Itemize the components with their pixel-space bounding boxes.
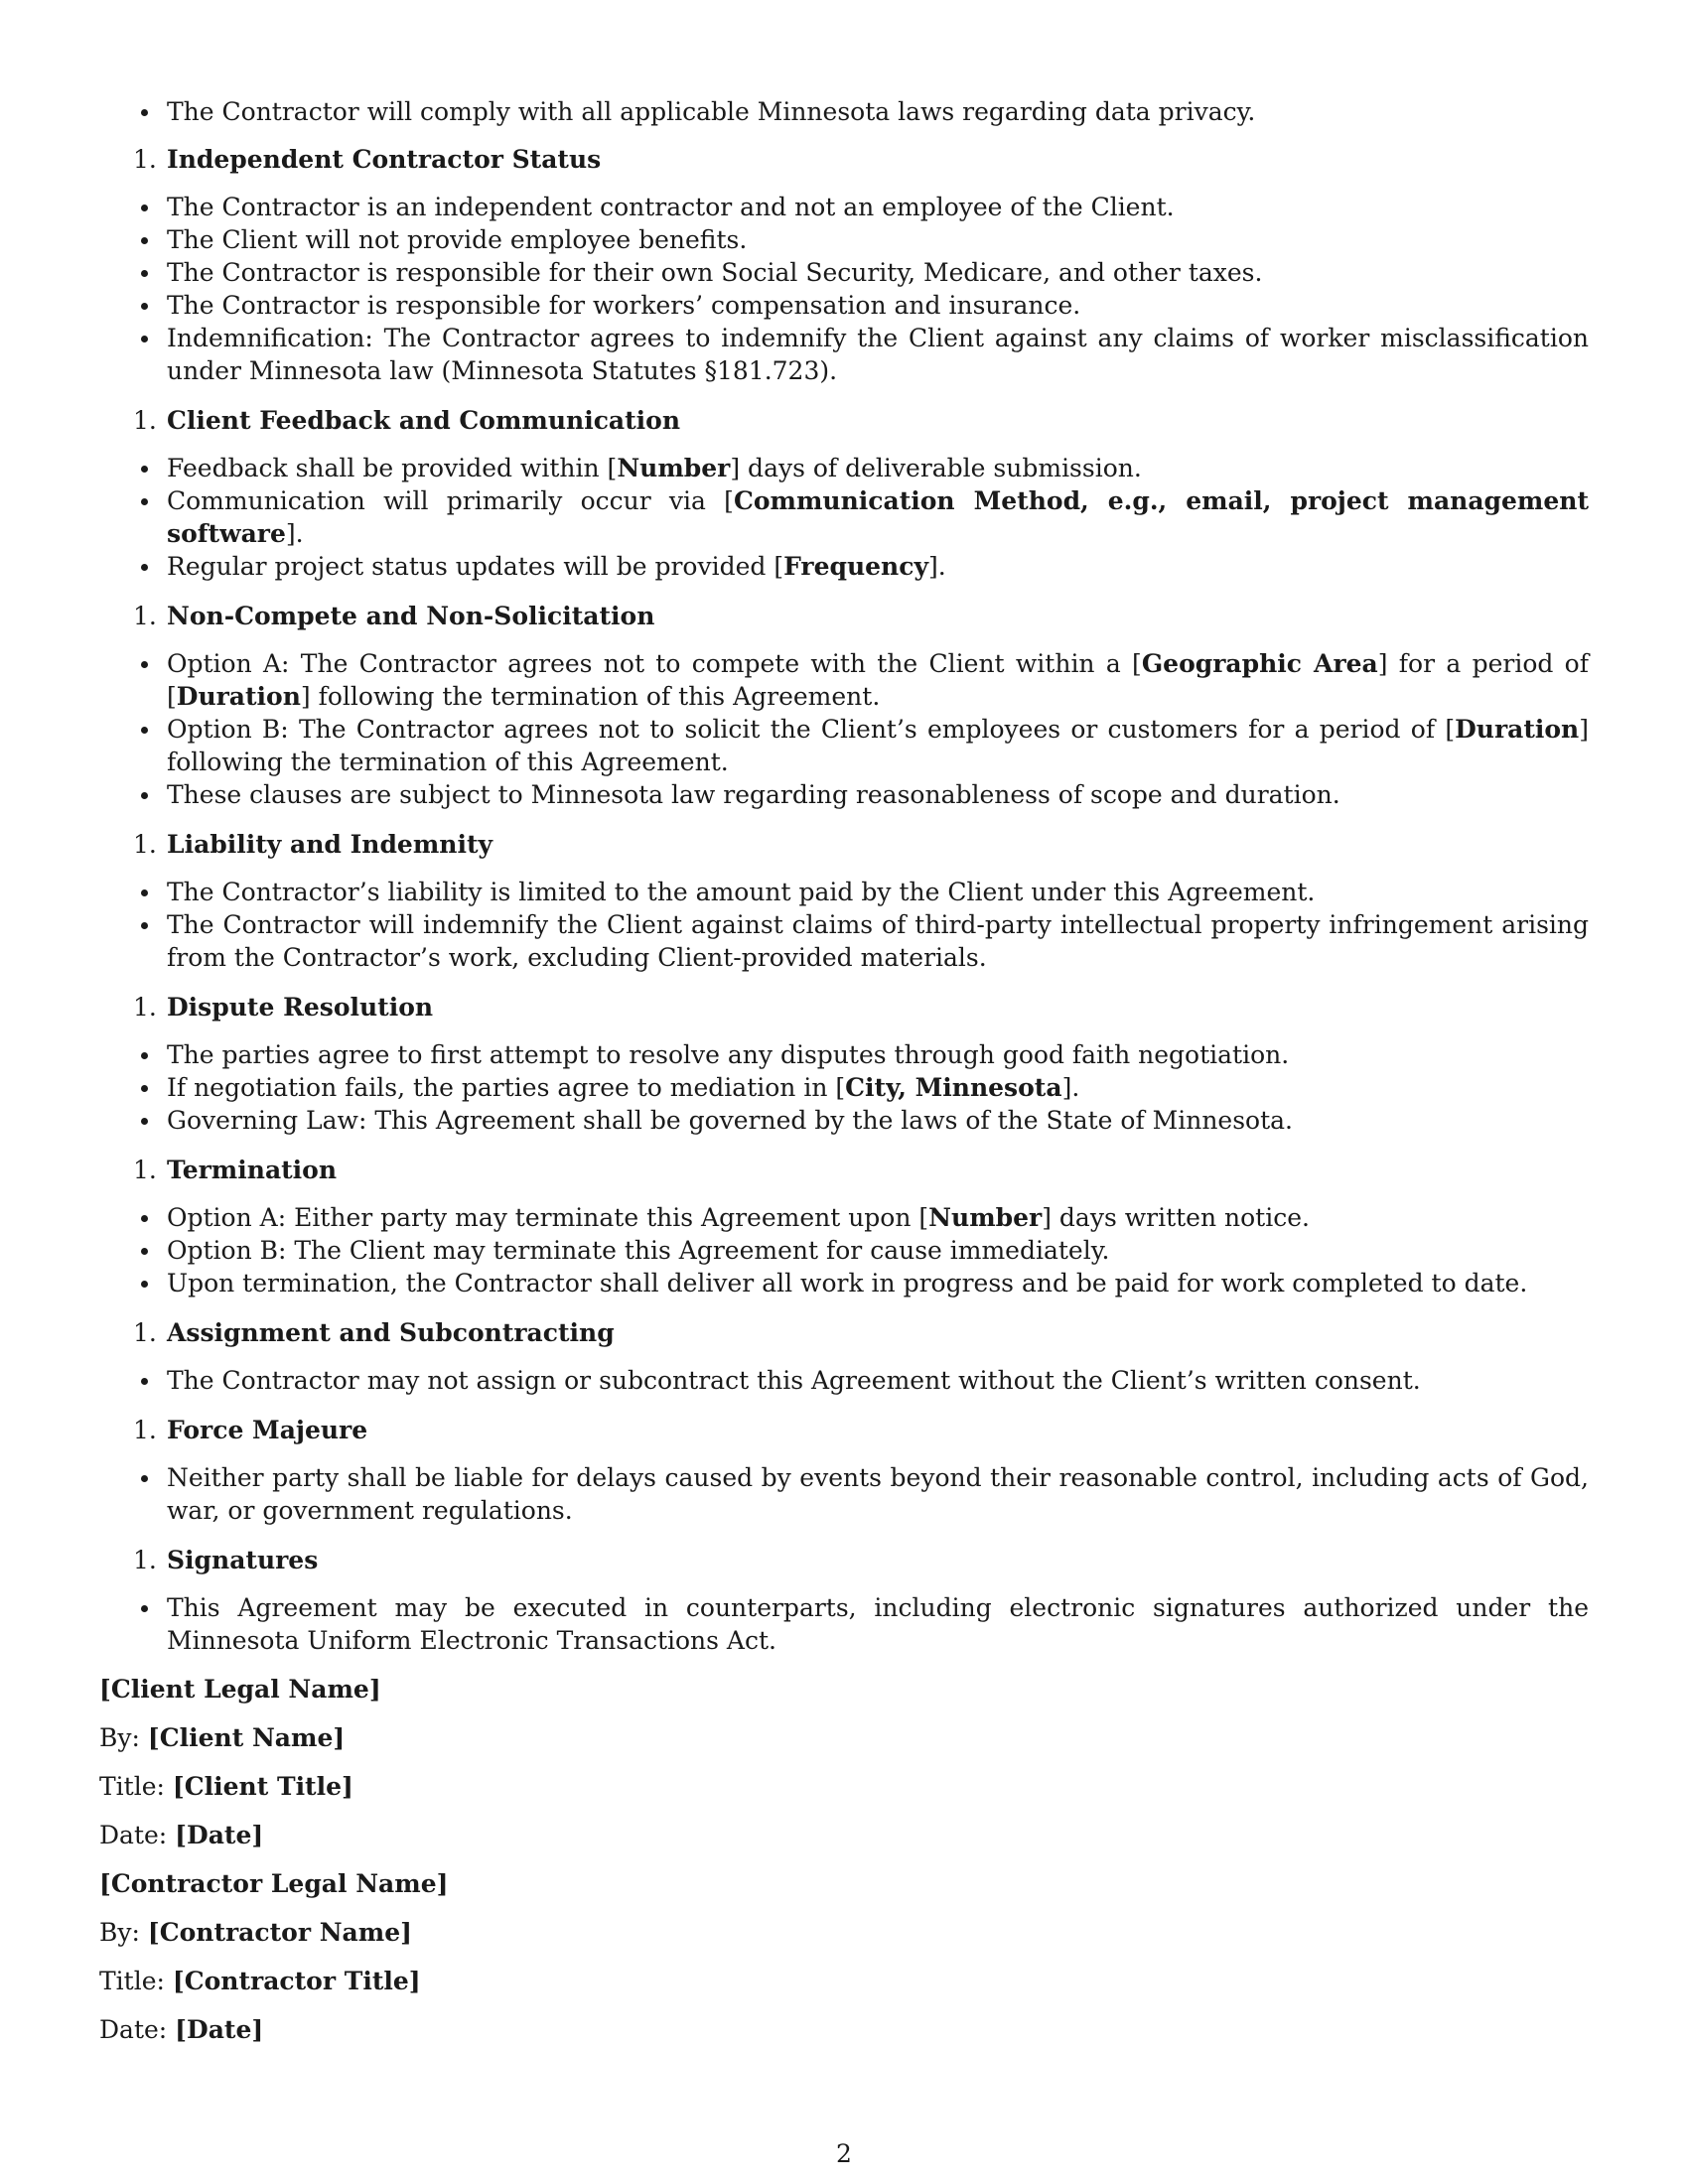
list-item (99, 452, 1589, 484)
item-text: Regular project status updates will be provided [ (167, 552, 784, 581)
list-item (99, 713, 1589, 778)
section-number: 1. (133, 993, 157, 1022)
section-number: 1. (133, 1156, 157, 1184)
section-number: 1. (133, 1416, 157, 1444)
document-page (99, 95, 1589, 2062)
section-list (99, 1591, 1589, 1657)
contractor-date-line: Date: [Date] (99, 2015, 264, 2044)
section-list (99, 1461, 1589, 1527)
item-text: ]. (927, 552, 946, 581)
section-title: Assignment and Subcontracting (167, 1318, 615, 1347)
list-item: Neither party shall be liable for delays caused by events beyond their reasonable control, including acts of God, war, or government regulations. (99, 1461, 1589, 1527)
item-text: ]. (1061, 1073, 1080, 1102)
section-number: 1. (133, 145, 157, 174)
list-item: The parties agree to first attempt to resolve any disputes through good faith negotiation. (99, 1038, 1589, 1071)
section-heading (99, 828, 1589, 861)
section-title: Non-Compete and Non-Solicitation (167, 602, 655, 630)
list-item: Governing Law: This Agreement shall be governed by the laws of the State of Minnesota. (99, 1104, 1589, 1137)
list-item: The Contractor is responsible for their own Social Security, Medicare, and other taxes. (99, 256, 1589, 289)
section-heading (99, 1414, 1589, 1446)
placeholder-field: Number (928, 1203, 1043, 1232)
section-title: Independent Contractor Status (167, 145, 602, 174)
list-item: These clauses are subject to Minnesota law regarding reasonableness of scope and duration. (99, 778, 1589, 811)
section-list (99, 876, 1589, 974)
contractor-signature-block (99, 1867, 1589, 2046)
list-item: Upon termination, the Contractor shall deliver all work in progress and be paid for work completed to date. (99, 1267, 1589, 1299)
list-item (99, 647, 1589, 713)
section-number: 1. (133, 830, 157, 859)
contractor-by-line: By: [Contractor Name] (99, 1918, 412, 1947)
section-title: Liability and Indemnity (167, 830, 493, 859)
placeholder-field: City, Minnesota (845, 1073, 1062, 1102)
section-heading (99, 404, 1589, 437)
item-text: Option B: The Contractor agrees not to solicit the Client’s employees or customers for a period of [ (167, 715, 1456, 744)
section-heading (99, 600, 1589, 632)
client-date-line: Date: [Date] (99, 1821, 264, 1849)
list-item (99, 1201, 1589, 1234)
item-text: If negotiation fails, the parties agree to mediation in [ (167, 1073, 846, 1102)
sections-container (99, 143, 1589, 1657)
section-heading (99, 143, 1589, 176)
section-number: 1. (133, 1318, 157, 1347)
placeholder-field: Number (617, 454, 731, 482)
item-text: Option A: Either party may terminate this Agreement upon [ (167, 1203, 929, 1232)
section-heading (99, 991, 1589, 1024)
list-item: The Contractor will comply with all applicable Minnesota laws regarding data privacy. (99, 95, 1589, 128)
placeholder-field: Duration (1455, 715, 1580, 744)
section-list (99, 1364, 1589, 1397)
client-signature-block (99, 1673, 1589, 1851)
section-list (99, 191, 1589, 387)
intro-list (99, 95, 1589, 128)
list-item: The Contractor will indemnify the Client against claims of third-party intellectual property infringement arising from the Contractor’s work, excluding Client-provided materials. (99, 908, 1589, 974)
item-text: ] following the termination of this Agreement. (167, 715, 1589, 776)
item-text: ]. (285, 519, 304, 548)
section-number: 1. (133, 1546, 157, 1574)
section-title: Signatures (167, 1546, 319, 1574)
list-item: Indemnification: The Contractor agrees to indemnify the Client against any claims of worker misclassification under Minnesota law (Minnesota Statutes §181.723). (99, 322, 1589, 387)
item-text: Communication will primarily occur via [ (167, 486, 734, 515)
list-item (99, 1071, 1589, 1104)
list-item: The Client will not provide employee benefits. (99, 223, 1589, 256)
section-list (99, 452, 1589, 583)
placeholder-field: Duration (176, 682, 301, 711)
item-text: ] days of deliverable submission. (730, 454, 1142, 482)
placeholder-field: Geographic Area (1141, 649, 1378, 678)
section-heading (99, 1154, 1589, 1186)
section-title: Termination (167, 1156, 338, 1184)
section-list (99, 1201, 1589, 1299)
item-text: ] days written notice. (1042, 1203, 1310, 1232)
item-text: ] following the termination of this Agreement. (300, 682, 881, 711)
contractor-legal-name: [Contractor Legal Name] (99, 1869, 449, 1898)
placeholder-field: Communication Method, e.g., email, project management software (167, 486, 1589, 548)
placeholder-field: Frequency (783, 552, 928, 581)
section-title: Dispute Resolution (167, 993, 434, 1022)
section-heading (99, 1544, 1589, 1576)
item-text: Option A: The Contractor agrees not to compete with the Client within a [ (167, 649, 1142, 678)
list-item: The Contractor’s liability is limited to the amount paid by the Client under this Agreement. (99, 876, 1589, 908)
list-item: The Contractor is an independent contractor and not an employee of the Client. (99, 191, 1589, 223)
list-item (99, 550, 1589, 583)
list-item (99, 484, 1589, 550)
list-item: This Agreement may be executed in counterparts, including electronic signatures authorized under the Minnesota Uniform Electronic Transactions Act. (99, 1591, 1589, 1657)
section-list (99, 1038, 1589, 1137)
item-text: ] for a period of [ (167, 649, 1589, 711)
section-title: Client Feedback and Communication (167, 406, 681, 435)
item-text: Feedback shall be provided within [ (167, 454, 618, 482)
client-by-line: By: [Client Name] (99, 1723, 346, 1752)
contractor-title-line: Title: [Contractor Title] (99, 1967, 421, 1995)
list-item: Option B: The Client may terminate this Agreement for cause immediately. (99, 1234, 1589, 1267)
section-number: 1. (133, 406, 157, 435)
section-heading (99, 1316, 1589, 1349)
page-number: 2 (836, 2139, 852, 2168)
client-title-line: Title: [Client Title] (99, 1772, 353, 1801)
client-legal-name: [Client Legal Name] (99, 1675, 381, 1704)
section-number: 1. (133, 602, 157, 630)
section-title: Force Majeure (167, 1416, 368, 1444)
list-item: The Contractor may not assign or subcontract this Agreement without the Client’s written consent. (99, 1364, 1589, 1397)
section-list (99, 647, 1589, 811)
list-item: The Contractor is responsible for workers’ compensation and insurance. (99, 289, 1589, 322)
